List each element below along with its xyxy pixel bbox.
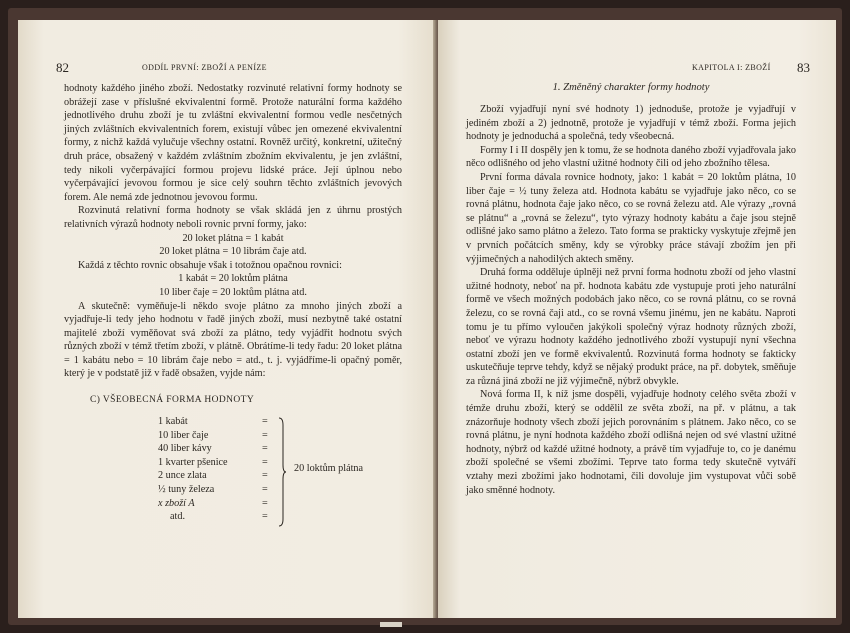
left-page xyxy=(18,20,436,618)
equals-sign: = xyxy=(262,443,268,455)
chapter-title: 1. Změněný charakter formy hodnoty xyxy=(552,82,710,93)
equals-sign: = xyxy=(262,511,268,523)
library-stamp xyxy=(380,622,402,627)
equals-sign: = xyxy=(262,456,268,468)
forma-item: 1 kvarter pšenice xyxy=(158,456,228,468)
forma-item: ½ tuny železa xyxy=(158,484,215,496)
right-paragraph-3: První forma dávala rovnice hodnoty, jako: 1 kabát = 20 loktům plátna, 10 liber čaje = ½ tuny železa atd. Hodnota kabátu se vyjadřuje jako něco, co se rovná plátnu, hodnota čaje jako něco, co se rovná železu atd. Ale výrazy „rovná se plátnu“ a „rovná se železu“, tyto výrazy hodnoty kabátu a čaje jsou stejně odlišné jako samo plátno a železo. Tato forma se prakticky vyskytuje zřejmě jen v prvních počátcích směny, kdy se výrobky práce stávají zbožím jen při výjimečných a nahodilých aktech směny. xyxy=(466,171,796,265)
curly-brace xyxy=(278,417,286,527)
forma-item: x zboží A xyxy=(158,497,195,509)
equation-1: 20 loket plátna = 1 kabát xyxy=(182,232,284,244)
left-paragraph-2: Rozvinutá relativní forma hodnoty se však skládá jen z úhrnu prostých relativních výrazů hodnoty neboli rovnic první formy, jako: xyxy=(64,205,402,230)
right-paragraph-2: Formy I i II dospěly jen k tomu, že se hodnota daného zboží vyjadřovala jako něco odlišného od jeho vlastní užitné hodnoty čili od jeho zbožního tělesa. xyxy=(466,144,797,170)
right-page-number: 83 xyxy=(797,60,810,75)
left-paragraph-3: Každá z těchto rovnic obsahuje však i totožnou opačnou rovnici: xyxy=(78,259,342,271)
equals-sign: = xyxy=(262,470,268,482)
forma-item: atd. xyxy=(170,511,185,523)
forma-target: 20 loktům plátna xyxy=(294,463,364,475)
general-value-form-table xyxy=(158,415,402,535)
left-running-header: ODDÍL PRVNÍ: ZBOŽÍ A PENÍZE xyxy=(142,63,267,72)
right-paragraph-4: Druhá forma odděluje úplněji než první forma hodnotu zboží od jeho vlastní užitné hodnoty, neboť na př. hodnota kabátu zde vystupuje proti jeho naturální formě ve všech možných podobách jako něco, co se rovná plátnu, co se rovná železu, co se rovná čaji atd., co se rovná všemu jinému, jen ne kabátu. Naproti tomu je tu přímo vyloučen jakýkoli společný výraz hodnoty různých zboží, neboť ve výrazu hodnoty každého jednotlivého zboží vystupují nyní všechna ostatní zboží jen ve formě ekvivalentů. Rozvinutá forma hodnoty se fakticky uskutečňuje teprve tehdy, když se nějaký produkt práce, na př. dobytek, směňuje za různá jiná zboží ne již výjimečně, nýbrž obvykle. xyxy=(466,267,796,387)
left-page-header xyxy=(56,60,402,78)
forma-item: 40 liber kávy xyxy=(158,443,212,455)
left-paragraph-4: A skutečně: vyměňuje-li někdo svoje plátno za mnoho jiných zboží a vyjadřuje-li tedy jeho hodnotu v řadě jiných zboží, musí nezbytně také ostatní majitelé zboží vyměňovat svá zboží za plátno, tedy vyjádřit hodnotu svých různých zboží v témž třetím zboží, v plátně. Obrátíme-li tedy řadu: 20 loket plátna = 1 kabátu nebo = 10 librám čaje nebo = atd., t. j. vyjádříme-li opačný poměr, který je v podstatě již v řadě obsažen, vyjde nám: xyxy=(64,300,402,380)
forma-item: 2 unce zlata xyxy=(158,470,207,482)
right-running-header: KAPITOLA I: ZBOŽÍ xyxy=(692,63,771,72)
right-paragraph-5: Nová forma II, k níž jsme dospěli, vyjadřuje hodnoty celého světa zboží v témže druhu zboží, který se oddělil ze světa zboží, na př. v plátnu, a tak znázorňuje hodnoty všech zboží jejich porovnáním s plátnem. Jako něco, co se rovná plátnu, je nyní hodnota každého zboží odlišná nejen od své vlastní užitné hodnoty, nýbrž od každé užitné hodnoty, a právě tím vyjadřuje to, co je danému zboží společné se všemi zbožími. Teprve tato forma tedy skutečně vytváří vztahy mezi zbožími jako hodnotami, čili dovoluje jim vystupovat vůči sobě jako směnné hodnoty. xyxy=(466,389,796,496)
equation-4: 10 liber čaje = 20 loktům plátna atd. xyxy=(159,286,307,298)
forma-item: 1 kabát xyxy=(158,416,188,428)
equation-2: 20 loket plátna = 10 librám čaje atd. xyxy=(159,246,307,258)
forma-item: 10 liber čaje xyxy=(158,429,209,441)
section-title: C) VŠEOBECNÁ FORMA HODNOTY xyxy=(90,395,255,406)
right-page-header xyxy=(466,60,810,78)
equals-sign: = xyxy=(262,429,268,441)
left-page-number: 82 xyxy=(56,60,69,75)
left-paragraph-1: hodnoty každého jiného zboží. Nedostatky rozvinuté relativní formy hodnoty se obrážejí zase v příslušné ekvivalentní formě. Protože naturální forma každého jednotlivého druhu zboží je tu zvláštní ekvivalentní formou vedle nesčetných jiných zvláštních ekvivalentních forem, existují vůbec jen omezené ekvivalentní formy, z nichž každá vylučuje všechny ostatní. Rovněž určitý, konkretní, užitečný druh práce, obsažený v každém zvláštním zbožním ekvivalentu, je jen zvláštní, tedy nikoli vyčerpávající formou projevu lidské práce. Její úplnou nebo vyčerpávající jevovou formou je sice celý souhrn těchto zvláštních jevových forem. Ale nemá zde jednotnou jevovou formu. xyxy=(64,83,402,203)
right-paragraph-1: Zboží vyjadřují nyní své hodnoty 1) jednoduše, protože je vyjadřují v jediném zboží a 2) jednotně, protože je vyjadřují v témž zboží. Forma jejich hodnoty je jednoduchá a společná, tedy všeobecná. xyxy=(466,104,796,143)
equals-sign: = xyxy=(262,497,268,509)
equation-3: 1 kabát = 20 loktům plátna xyxy=(178,273,288,285)
right-page xyxy=(438,20,836,618)
equals-sign: = xyxy=(262,416,268,428)
equals-sign: = xyxy=(262,484,268,496)
open-book xyxy=(8,8,842,625)
